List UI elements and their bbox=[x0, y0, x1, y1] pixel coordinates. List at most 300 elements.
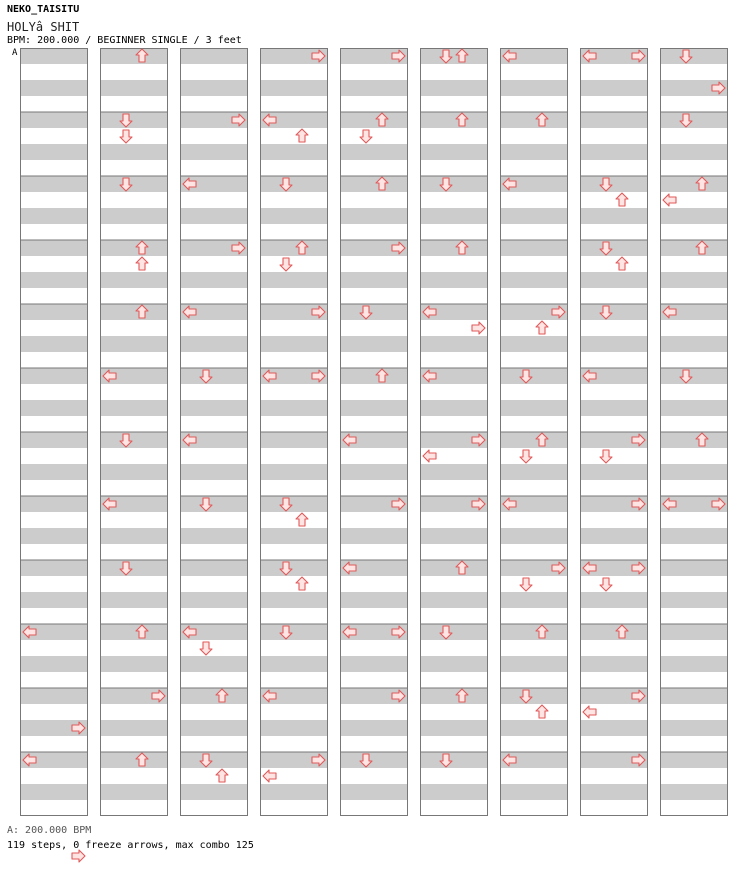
beat-band bbox=[180, 592, 248, 608]
beat-band bbox=[420, 752, 488, 768]
beat-band bbox=[260, 800, 328, 816]
beat-band bbox=[420, 704, 488, 720]
beat-band bbox=[340, 368, 408, 384]
beat-band bbox=[660, 768, 728, 784]
beat-band bbox=[260, 528, 328, 544]
beat-band bbox=[180, 640, 248, 656]
beat-band bbox=[340, 80, 408, 96]
beat-band bbox=[20, 368, 88, 384]
beat-band bbox=[660, 688, 728, 704]
beat-band bbox=[20, 464, 88, 480]
beat-band bbox=[420, 560, 488, 576]
beat-band bbox=[420, 256, 488, 272]
beat-band bbox=[340, 592, 408, 608]
beat-band bbox=[100, 464, 168, 480]
beat-band bbox=[500, 432, 568, 448]
beat-band bbox=[20, 400, 88, 416]
beat-band bbox=[100, 272, 168, 288]
beat-band bbox=[260, 96, 328, 112]
beat-band bbox=[20, 528, 88, 544]
beat-band bbox=[180, 416, 248, 432]
beat-band bbox=[260, 336, 328, 352]
chart-column bbox=[260, 48, 328, 816]
beat-band bbox=[180, 672, 248, 688]
beat-band bbox=[420, 480, 488, 496]
beat-band bbox=[580, 208, 648, 224]
beat-band bbox=[260, 128, 328, 144]
beat-band bbox=[580, 608, 648, 624]
beat-band bbox=[500, 192, 568, 208]
beat-band bbox=[340, 544, 408, 560]
chart-column bbox=[180, 48, 248, 816]
beat-band bbox=[500, 128, 568, 144]
beat-band bbox=[100, 656, 168, 672]
beat-band bbox=[180, 768, 248, 784]
beat-band bbox=[260, 576, 328, 592]
beat-band bbox=[420, 656, 488, 672]
bpm-legend: A: 200.000 BPM bbox=[7, 825, 92, 836]
beat-band bbox=[180, 368, 248, 384]
beat-band bbox=[340, 272, 408, 288]
beat-band bbox=[20, 768, 88, 784]
beat-band bbox=[500, 160, 568, 176]
beat-band bbox=[260, 784, 328, 800]
beat-band bbox=[100, 288, 168, 304]
beat-band bbox=[580, 192, 648, 208]
beat-band bbox=[20, 160, 88, 176]
beat-band bbox=[340, 160, 408, 176]
beat-band bbox=[660, 528, 728, 544]
beat-band bbox=[20, 608, 88, 624]
beat-band bbox=[100, 304, 168, 320]
chart-column bbox=[340, 48, 408, 816]
right-arrow-icon bbox=[72, 850, 85, 862]
beat-band bbox=[500, 640, 568, 656]
beat-band bbox=[500, 320, 568, 336]
beat-band bbox=[180, 384, 248, 400]
beat-band bbox=[180, 560, 248, 576]
beat-band bbox=[100, 704, 168, 720]
beat-band bbox=[180, 704, 248, 720]
beat-band bbox=[340, 512, 408, 528]
beat-band bbox=[340, 384, 408, 400]
beat-band bbox=[20, 144, 88, 160]
beat-band bbox=[180, 64, 248, 80]
beat-band bbox=[420, 272, 488, 288]
beat-band bbox=[660, 560, 728, 576]
beat-band bbox=[340, 112, 408, 128]
beat-band bbox=[20, 672, 88, 688]
beat-band bbox=[20, 352, 88, 368]
beat-band bbox=[20, 128, 88, 144]
beat-band bbox=[340, 656, 408, 672]
chart-column bbox=[420, 48, 488, 816]
beat-band bbox=[580, 800, 648, 816]
beat-band bbox=[500, 688, 568, 704]
beat-band bbox=[580, 416, 648, 432]
beat-band bbox=[340, 304, 408, 320]
beat-band bbox=[660, 176, 728, 192]
beat-band bbox=[500, 512, 568, 528]
beat-band bbox=[660, 224, 728, 240]
beat-band bbox=[580, 256, 648, 272]
beat-band bbox=[260, 80, 328, 96]
beat-band bbox=[180, 512, 248, 528]
beat-band bbox=[660, 128, 728, 144]
beat-band bbox=[100, 336, 168, 352]
beat-band bbox=[500, 784, 568, 800]
beat-band bbox=[100, 64, 168, 80]
beat-band bbox=[500, 80, 568, 96]
beat-band bbox=[420, 720, 488, 736]
beat-band bbox=[340, 608, 408, 624]
beat-band bbox=[500, 624, 568, 640]
beat-band bbox=[100, 448, 168, 464]
beat-band bbox=[180, 256, 248, 272]
beat-band bbox=[100, 224, 168, 240]
beat-band bbox=[500, 384, 568, 400]
beat-band bbox=[580, 512, 648, 528]
chart-column bbox=[580, 48, 648, 816]
beat-band bbox=[420, 800, 488, 816]
beat-band bbox=[260, 256, 328, 272]
beat-band bbox=[180, 320, 248, 336]
beat-band bbox=[260, 496, 328, 512]
beat-band bbox=[260, 704, 328, 720]
beat-band bbox=[20, 480, 88, 496]
beat-band bbox=[260, 240, 328, 256]
beat-band bbox=[20, 320, 88, 336]
beat-band bbox=[580, 528, 648, 544]
beat-band bbox=[500, 240, 568, 256]
beat-band bbox=[20, 704, 88, 720]
beat-band bbox=[660, 384, 728, 400]
beat-band bbox=[580, 544, 648, 560]
beat-band bbox=[100, 240, 168, 256]
beat-band bbox=[100, 480, 168, 496]
beat-band bbox=[260, 288, 328, 304]
beat-band bbox=[420, 240, 488, 256]
beat-band bbox=[500, 224, 568, 240]
beat-band bbox=[260, 464, 328, 480]
beat-band bbox=[660, 672, 728, 688]
beat-band bbox=[340, 768, 408, 784]
beat-band bbox=[100, 144, 168, 160]
beat-band bbox=[260, 384, 328, 400]
beat-band bbox=[340, 528, 408, 544]
beat-band bbox=[260, 224, 328, 240]
beat-band bbox=[20, 288, 88, 304]
beat-band bbox=[260, 160, 328, 176]
beat-band bbox=[180, 448, 248, 464]
step-stats: 119 steps, 0 freeze arrows, max combo 125 bbox=[7, 840, 254, 851]
beat-band bbox=[260, 272, 328, 288]
beat-band bbox=[580, 176, 648, 192]
beat-band bbox=[340, 448, 408, 464]
beat-band bbox=[580, 80, 648, 96]
beat-band bbox=[100, 352, 168, 368]
beat-band bbox=[340, 400, 408, 416]
chart-info: BPM: 200.000 / BEGINNER SINGLE / 3 feet bbox=[7, 35, 242, 46]
beat-band bbox=[180, 224, 248, 240]
beat-band bbox=[580, 672, 648, 688]
beat-band bbox=[20, 256, 88, 272]
beat-band bbox=[660, 272, 728, 288]
beat-band bbox=[420, 576, 488, 592]
beat-band bbox=[660, 512, 728, 528]
beat-band bbox=[260, 144, 328, 160]
beat-band bbox=[180, 480, 248, 496]
beat-band bbox=[500, 768, 568, 784]
beat-band bbox=[260, 512, 328, 528]
beat-band bbox=[580, 384, 648, 400]
beat-band bbox=[100, 208, 168, 224]
beat-band bbox=[580, 224, 648, 240]
beat-band bbox=[260, 432, 328, 448]
beat-band bbox=[340, 800, 408, 816]
bpm-marker-label: A bbox=[12, 48, 18, 58]
beat-band bbox=[660, 352, 728, 368]
beat-band bbox=[420, 112, 488, 128]
beat-band bbox=[500, 672, 568, 688]
beat-band bbox=[420, 192, 488, 208]
beat-band bbox=[580, 784, 648, 800]
beat-band bbox=[500, 704, 568, 720]
beat-band bbox=[420, 592, 488, 608]
beat-band bbox=[180, 48, 248, 64]
beat-band bbox=[500, 576, 568, 592]
beat-band bbox=[20, 496, 88, 512]
beat-band bbox=[420, 176, 488, 192]
beat-band bbox=[20, 512, 88, 528]
beat-band bbox=[660, 752, 728, 768]
beat-band bbox=[660, 160, 728, 176]
beat-band bbox=[500, 208, 568, 224]
beat-band bbox=[660, 336, 728, 352]
beat-band bbox=[340, 640, 408, 656]
beat-band bbox=[500, 144, 568, 160]
beat-band bbox=[420, 784, 488, 800]
beat-band bbox=[100, 672, 168, 688]
beat-band bbox=[100, 608, 168, 624]
beat-band bbox=[580, 288, 648, 304]
beat-band bbox=[180, 144, 248, 160]
beat-band bbox=[180, 720, 248, 736]
beat-band bbox=[340, 256, 408, 272]
beat-band bbox=[660, 800, 728, 816]
artist-name: NEKO_TAISITU bbox=[7, 4, 80, 15]
beat-band bbox=[420, 160, 488, 176]
beat-band bbox=[340, 96, 408, 112]
beat-band bbox=[340, 336, 408, 352]
beat-band bbox=[100, 128, 168, 144]
beat-band bbox=[660, 640, 728, 656]
beat-band bbox=[20, 64, 88, 80]
beat-band bbox=[20, 336, 88, 352]
beat-band bbox=[340, 576, 408, 592]
beat-band bbox=[420, 224, 488, 240]
beat-band bbox=[580, 64, 648, 80]
beat-band bbox=[180, 800, 248, 816]
beat-band bbox=[180, 608, 248, 624]
beat-band bbox=[100, 176, 168, 192]
beat-band bbox=[100, 432, 168, 448]
beat-band bbox=[340, 320, 408, 336]
beat-band bbox=[420, 640, 488, 656]
beat-band bbox=[420, 336, 488, 352]
beat-band bbox=[660, 592, 728, 608]
beat-band bbox=[180, 400, 248, 416]
beat-band bbox=[580, 304, 648, 320]
beat-band bbox=[420, 544, 488, 560]
beat-band bbox=[340, 784, 408, 800]
beat-band bbox=[420, 208, 488, 224]
beat-band bbox=[180, 96, 248, 112]
beat-band bbox=[580, 400, 648, 416]
chart-column bbox=[100, 48, 168, 816]
beat-band bbox=[180, 784, 248, 800]
beat-band bbox=[20, 736, 88, 752]
beat-band bbox=[100, 544, 168, 560]
beat-band bbox=[100, 720, 168, 736]
beat-band bbox=[180, 128, 248, 144]
beat-band bbox=[20, 592, 88, 608]
beat-band bbox=[660, 448, 728, 464]
beat-band bbox=[660, 320, 728, 336]
beat-band bbox=[20, 272, 88, 288]
beat-band bbox=[100, 576, 168, 592]
beat-band bbox=[180, 688, 248, 704]
beat-band bbox=[100, 80, 168, 96]
beat-band bbox=[260, 624, 328, 640]
beat-band bbox=[580, 592, 648, 608]
beat-band bbox=[340, 672, 408, 688]
beat-band bbox=[420, 48, 488, 64]
beat-band bbox=[20, 384, 88, 400]
beat-band bbox=[180, 496, 248, 512]
beat-band bbox=[20, 192, 88, 208]
beat-band bbox=[180, 160, 248, 176]
beat-band bbox=[660, 480, 728, 496]
beat-band bbox=[500, 416, 568, 432]
beat-band bbox=[500, 544, 568, 560]
beat-band bbox=[260, 448, 328, 464]
beat-band bbox=[20, 544, 88, 560]
beat-band bbox=[100, 192, 168, 208]
beat-band bbox=[180, 528, 248, 544]
beat-band bbox=[180, 288, 248, 304]
beat-band bbox=[100, 96, 168, 112]
beat-band bbox=[100, 48, 168, 64]
beat-band bbox=[420, 128, 488, 144]
beat-band bbox=[340, 208, 408, 224]
beat-band bbox=[340, 64, 408, 80]
beat-band bbox=[340, 192, 408, 208]
beat-band bbox=[180, 208, 248, 224]
beat-band bbox=[180, 544, 248, 560]
beat-band bbox=[340, 128, 408, 144]
beat-band bbox=[660, 464, 728, 480]
beat-band bbox=[340, 704, 408, 720]
beat-band bbox=[420, 464, 488, 480]
beat-band bbox=[260, 560, 328, 576]
beat-band bbox=[500, 528, 568, 544]
beat-band bbox=[580, 96, 648, 112]
beat-band bbox=[180, 656, 248, 672]
beat-band bbox=[500, 736, 568, 752]
beat-band bbox=[660, 736, 728, 752]
beat-band bbox=[660, 400, 728, 416]
beat-band bbox=[180, 272, 248, 288]
beat-band bbox=[340, 736, 408, 752]
beat-band bbox=[20, 432, 88, 448]
beat-band bbox=[100, 384, 168, 400]
beat-band bbox=[180, 736, 248, 752]
beat-band bbox=[580, 736, 648, 752]
beat-band bbox=[660, 96, 728, 112]
beat-band bbox=[420, 624, 488, 640]
beat-band bbox=[20, 800, 88, 816]
beat-band bbox=[500, 256, 568, 272]
beat-band bbox=[100, 416, 168, 432]
beat-band bbox=[580, 768, 648, 784]
beat-band bbox=[500, 336, 568, 352]
beat-band bbox=[340, 720, 408, 736]
beat-band bbox=[260, 720, 328, 736]
beat-band bbox=[260, 480, 328, 496]
beat-band bbox=[20, 560, 88, 576]
beat-band bbox=[500, 288, 568, 304]
beat-band bbox=[20, 176, 88, 192]
beat-band bbox=[420, 400, 488, 416]
beat-band bbox=[20, 416, 88, 432]
beat-band bbox=[500, 448, 568, 464]
beat-band bbox=[340, 176, 408, 192]
beat-band bbox=[660, 720, 728, 736]
beat-band bbox=[260, 544, 328, 560]
beat-band bbox=[340, 752, 408, 768]
beat-band bbox=[580, 720, 648, 736]
beat-band bbox=[340, 464, 408, 480]
beat-band bbox=[580, 272, 648, 288]
beat-band bbox=[420, 144, 488, 160]
beat-band bbox=[260, 176, 328, 192]
beat-band bbox=[100, 736, 168, 752]
beat-band bbox=[260, 640, 328, 656]
beat-band bbox=[580, 160, 648, 176]
beat-band bbox=[660, 112, 728, 128]
beat-band bbox=[500, 656, 568, 672]
beat-band bbox=[260, 320, 328, 336]
song-title: HOLYâ SHIT bbox=[7, 20, 80, 34]
beat-band bbox=[660, 240, 728, 256]
beat-band bbox=[260, 736, 328, 752]
beat-band bbox=[500, 96, 568, 112]
beat-band bbox=[580, 352, 648, 368]
beat-band bbox=[20, 208, 88, 224]
beat-band bbox=[500, 464, 568, 480]
beat-band bbox=[500, 720, 568, 736]
beat-band bbox=[420, 688, 488, 704]
beat-band bbox=[580, 112, 648, 128]
beat-band bbox=[660, 608, 728, 624]
beat-band bbox=[100, 560, 168, 576]
beat-band bbox=[20, 576, 88, 592]
beat-band bbox=[580, 464, 648, 480]
beat-band bbox=[180, 576, 248, 592]
beat-band bbox=[420, 352, 488, 368]
beat-band bbox=[340, 352, 408, 368]
